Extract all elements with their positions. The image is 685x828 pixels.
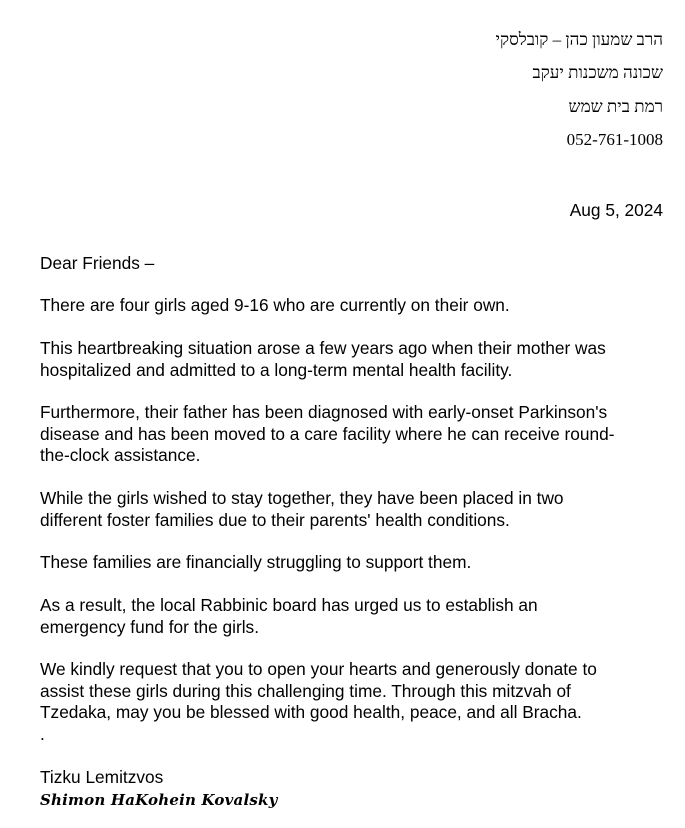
line: This heartbreaking situation arose a few years ago when their mother was [40, 338, 606, 358]
letterhead-phone: 052-761-1008 [566, 130, 663, 149]
paragraph-1 [40, 295, 510, 317]
line: . [40, 723, 45, 744]
paragraph-6 [40, 595, 538, 638]
line: Tzedaka, may you be blessed with good health, peace, and all Bracha. [40, 702, 582, 722]
line: hospitalized and admitted to a long-term mental health facility. [40, 359, 513, 380]
line: different foster families due to their parents' health conditions. [40, 509, 510, 530]
paragraph-4 [40, 488, 564, 531]
line: emergency fund for the girls. [40, 616, 260, 637]
line: As a result, the local Rabbinic board has urged us to establish an [40, 595, 538, 615]
closing [40, 767, 163, 789]
letterhead-name: הרב שמעון כהן – קובלסקי [495, 30, 663, 49]
paragraph-7 [40, 659, 597, 745]
line: the-clock assistance. [40, 445, 201, 465]
line: We kindly request that you to open your hearts and generously donate to [40, 659, 597, 679]
line: These families are financially struggling to support them. [40, 552, 472, 572]
paragraph-3 [40, 402, 614, 467]
line: While the girls wished to stay together, they have been placed in two [40, 488, 564, 508]
salutation-text: Dear Friends – [40, 253, 155, 273]
line: assist these girls during this challenging time. Through this mitzvah of [40, 680, 571, 701]
line: disease and has been moved to a care facility where he can receive round- [40, 423, 615, 444]
line: There are four girls aged 9-16 who are currently on their own. [40, 295, 510, 315]
salutation [40, 253, 154, 275]
line: Furthermore, their father has been diagnosed with early-onset Parkinson's [40, 402, 608, 422]
letter-date: Aug 5, 2024 [569, 200, 663, 220]
closing-text: Tizku Lemitzvos [40, 767, 164, 787]
letterhead-neighborhood: שכונה משכנות יעקב [532, 63, 663, 82]
signature: Shimon HaKohein Kovalsky [40, 791, 278, 809]
paragraph-2 [40, 338, 606, 381]
paragraph-5 [40, 552, 471, 574]
letterhead-city: רמת בית שמש [568, 97, 663, 116]
